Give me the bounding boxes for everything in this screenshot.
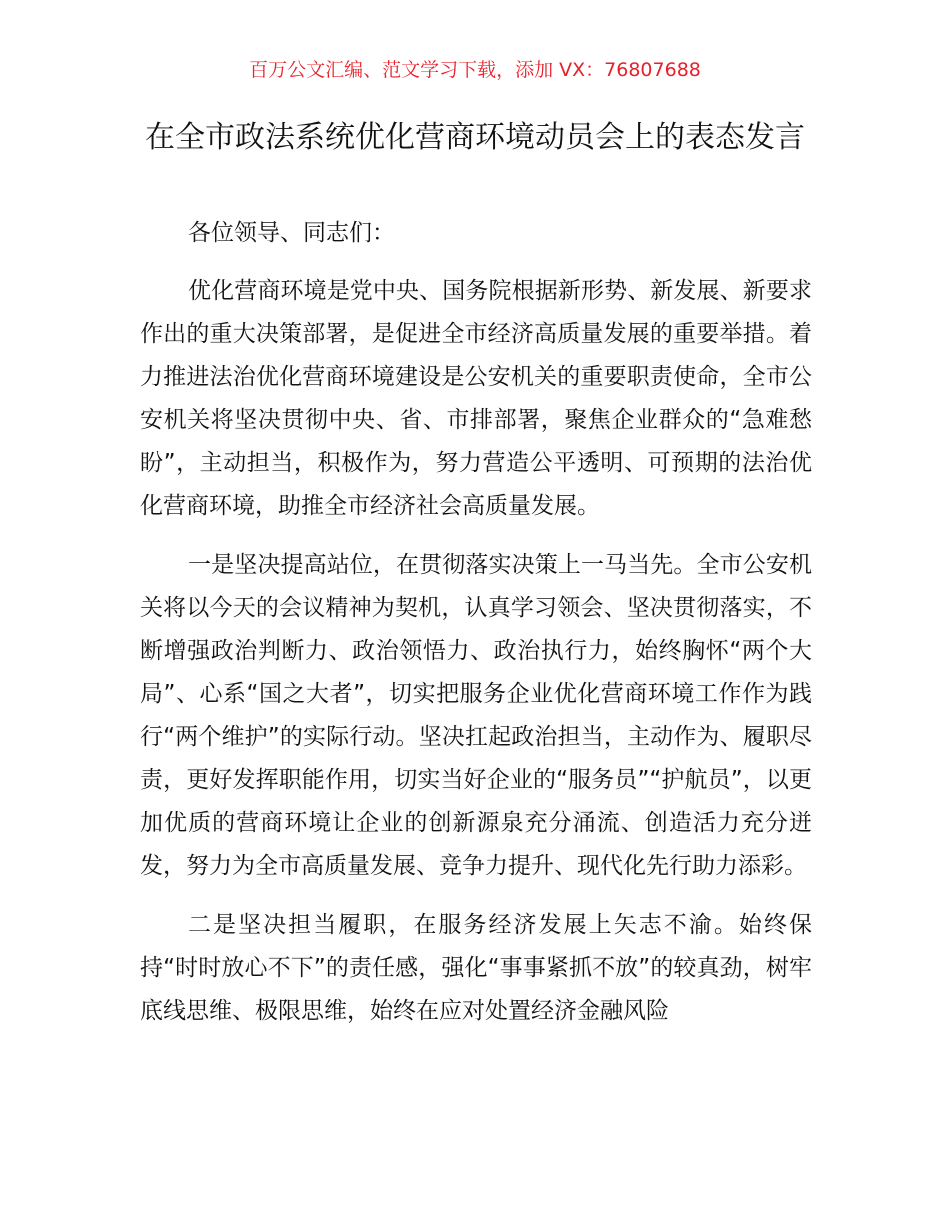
paragraph-point-two: 二是坚决担当履职，在服务经济发展上矢志不渝。始终保持“时时放心不下”的责任感，强化“事事紧抓不放”的较真劲，树牢底线思维、极限思维，始终在应对处置经济金融风险 bbox=[140, 912, 812, 1024]
paragraph-point-one: 一是坚决提高站位，在贯彻落实决策上一马当先。全市公安机关将以今天的会议精神为契机，认真学习领会、坚决贯彻落实，不断增强政治判断力、政治领悟力、政治执行力，始终胸怀“两个大局”、心系“国之大者”，切实把服务企业优化营商环境工作作为践行“两个维护”的实际行动。坚决扛起政治担当，主动作为、履职尽责，更好发挥职能作用，切实当好企业的“服务员”“护航员”，以更加优质的营商环境让企业的创新源泉充分涌流、创造活力充分迸发，努力为全市高质量发展、竞争力提升、现代化先行助力添彩。 bbox=[140, 552, 812, 879]
document-body bbox=[140, 212, 812, 1033]
header-banner: 百万公文汇编、范文学习下载，添加 VX：76807688 bbox=[249, 59, 701, 81]
paragraph-intro: 优化营商环境是党中央、国务院根据新形势、新发展、新要求作出的重大决策部署，是促进全市经济高质量发展的重要举措。着力推进法治优化营商环境建设是公安机关的重要职责使命，全市公安机关将坚决贯彻中央、省、市排部署，聚焦企业群众的“急难愁盼”，主动担当，积极作为，努力营造公平透明、可预期的法治优化营商环境，助推全市经济社会高质量发展。 bbox=[140, 278, 812, 519]
document-title: 在全市政法系统优化营商环境动员会上的表态发言 bbox=[145, 120, 805, 155]
salutation: 各位领导、同志们： bbox=[188, 220, 395, 246]
